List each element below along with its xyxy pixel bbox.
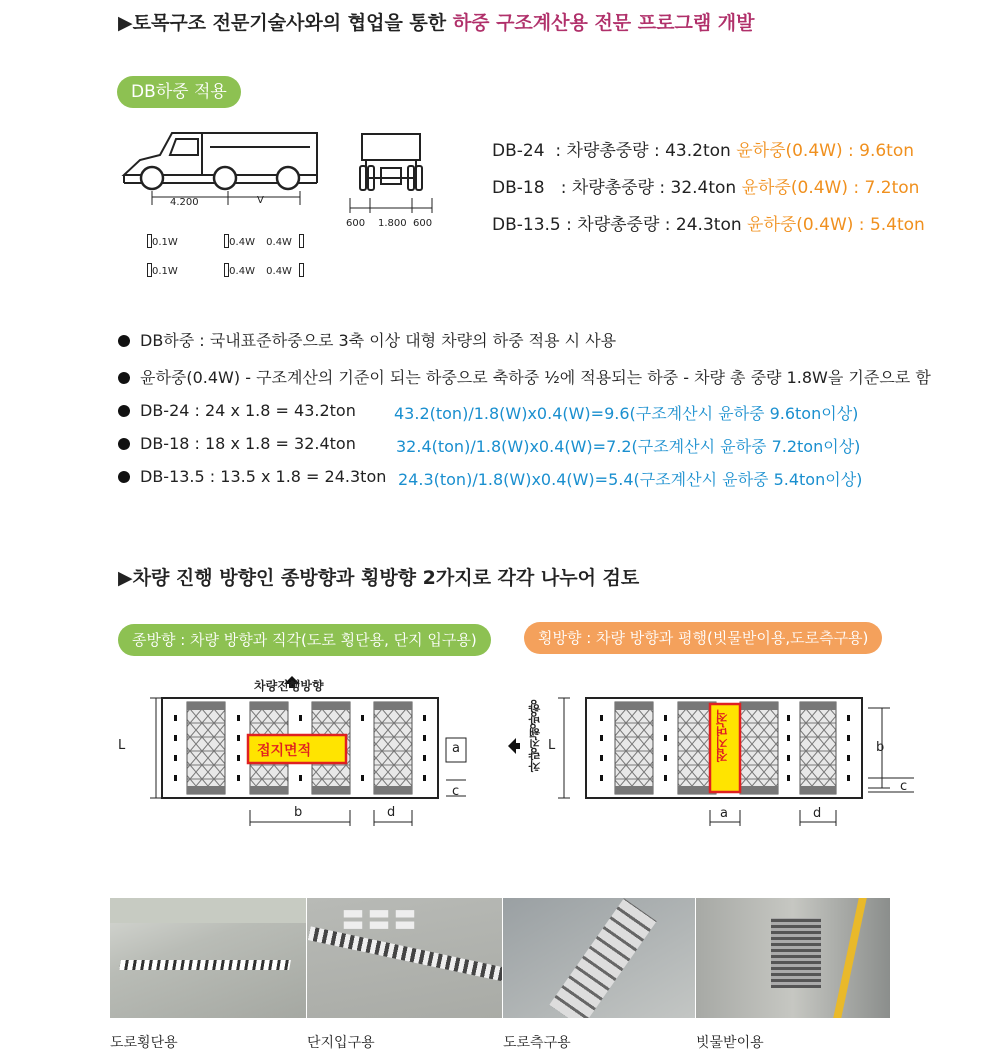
photo-label-2: 단지입구용 <box>307 1035 375 1051</box>
direction-arrow-left-icon <box>508 738 520 754</box>
photo-road-gutter <box>503 898 695 1018</box>
dim-d-right: d <box>813 806 822 821</box>
section1-heading <box>118 8 755 35</box>
truck-dim-right: V <box>257 195 264 206</box>
photo-label-4: 빗물받이용 <box>696 1035 764 1051</box>
contact-area-label-right: 접지면적 <box>716 710 731 762</box>
bullet-db-load: DB하중 : 국내표준하중으로 3축 이상 대형 차량의 하중 적용 시 사용 <box>118 328 616 351</box>
truck-dim-left: 4.200 <box>170 197 199 208</box>
truck-mid-wheel <box>214 167 236 189</box>
photo-label-1: 도로횡단용 <box>110 1035 178 1051</box>
dim-L-left: L <box>118 738 126 753</box>
spec-db135: DB-13.5 : 차량총중량 : 24.3ton 윤하중(0.4W) : 5.4ton <box>492 215 925 235</box>
transverse-badge: 횡방향 : 차량 방향과 평행(빗물받이용,도로측구용) <box>524 622 882 654</box>
direction-label-left: 차량진행방향 <box>254 679 324 693</box>
rear-dim-left: 600 <box>346 218 366 229</box>
dim-L-right: L <box>548 738 556 753</box>
dim-a-left: a <box>452 741 460 756</box>
db-load-badge: DB하중 적용 <box>117 76 241 108</box>
dim-c-left: c <box>452 784 460 799</box>
truck-rear-diagram <box>340 128 440 213</box>
axle-row-2: 0.1W 0.4W 0.4W <box>147 263 304 277</box>
section2-heading: ▶차량 진행 방향인 종방향과 횡방향 2가지로 각각 나누어 검토 <box>118 567 640 589</box>
truck-rear-wheel <box>277 167 299 189</box>
photo-label-3: 도로측구용 <box>503 1035 571 1051</box>
dim-a-right: a <box>720 806 728 821</box>
bullet-db135: DB-13.5 : 13.5 x 1.8 = 24.3ton 24.3(ton)/1.8(W)x0.4(W)=5.4(구조계산시 윤하중 5.4ton이상) <box>118 467 386 486</box>
rear-dim-right: 600 <box>413 218 433 229</box>
spec-db24: DB-24 : 차량총중량 : 43.2ton 윤하중(0.4W) : 9.6ton <box>492 141 915 161</box>
rear-dim-center: 1.800 <box>378 218 407 229</box>
axle-row-1: 0.1W 0.4W 0.4W <box>147 234 304 248</box>
truck-side-diagram <box>110 125 325 220</box>
dim-b-left: b <box>294 805 303 820</box>
heading-highlight: 하중 구조계산용 전문 프로그램 개발 <box>452 12 755 34</box>
bullet-db18: DB-18 : 18 x 1.8 = 32.4ton 32.4(ton)/1.8(W)x0.4(W)=7.2(구조계산시 윤하중 7.2ton이상) <box>118 434 356 453</box>
photo-road-crossing <box>110 898 306 1018</box>
photo-complex-entrance: 〓〓〓 <box>307 898 502 1018</box>
direction-label-right: 차량진행방향 <box>528 700 542 772</box>
dim-c-right: c <box>900 779 908 794</box>
heading-prefix: ▶토목구조 전문기술사와의 협업을 통한 <box>118 12 453 34</box>
truck-front-wheel <box>141 167 163 189</box>
spec-db18: DB-18 : 차량총중량 : 32.4ton 윤하중(0.4W) : 7.2ton <box>492 178 920 198</box>
bullet-db24: DB-24 : 24 x 1.8 = 43.2ton 43.2(ton)/1.8(W)x0.4(W)=9.6(구조계산시 윤하중 9.6ton이상) <box>118 401 356 420</box>
dim-d-left: d <box>387 805 396 820</box>
contact-area-label-left: 접지면적 <box>257 743 312 759</box>
bullet-wheel-load: 윤하중(0.4W) - 구조계산의 기준이 되는 하중으로 축하중 ½에 적용되는 하중 - 차량 총 중량 1.8W을 기준으로 함 <box>118 365 931 388</box>
photo-rainwater-inlet <box>696 898 890 1018</box>
dim-b-right: b <box>876 740 885 755</box>
longitudinal-badge: 종방향 : 차량 방향과 직각(도로 횡단용, 단지 입구용) <box>118 624 491 656</box>
